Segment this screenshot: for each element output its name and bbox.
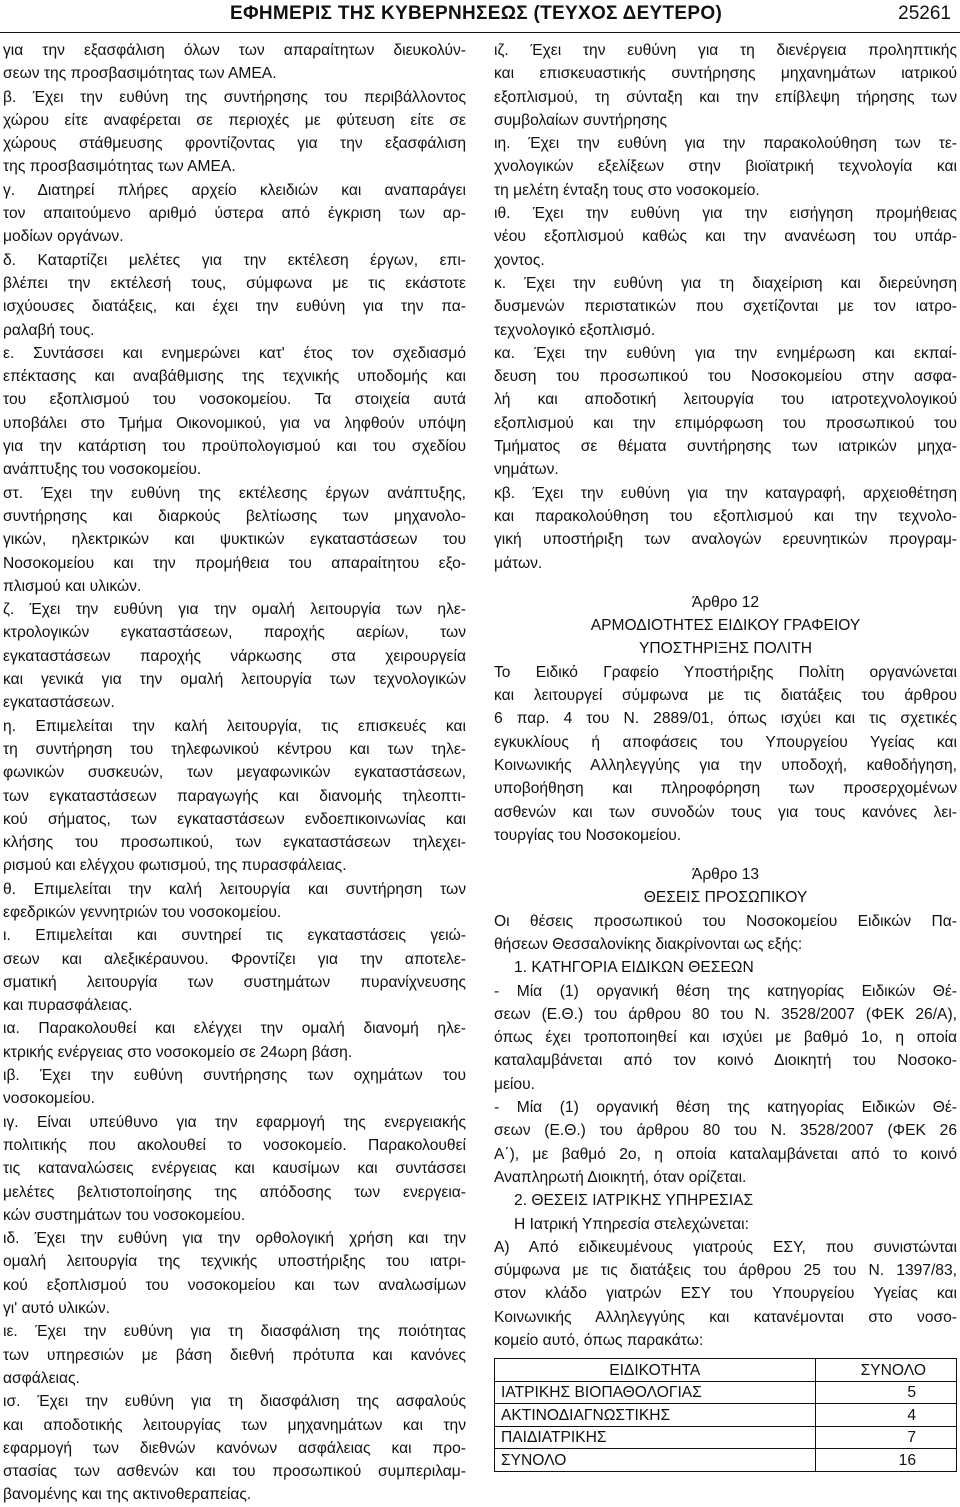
text-line: ισχύουσες διατάξεις, και έχει την ευθύνη για την πα- <box>3 298 466 316</box>
count-cell: 5 <box>815 1381 957 1404</box>
text-line: - Μία (1) οργανική θέση της κατηγορίας Ειδικών Θέ- <box>494 1099 957 1117</box>
text-line: της προσβασιμότητας των ΑΜΕΑ. <box>3 158 236 176</box>
text-line: τεχνολογικό εξοπλισμό. <box>494 321 656 339</box>
text-line: σεων (Ε.Θ.) του άρθρου 80 του Ν. 3528/2007 (ΦΕΚ 26 <box>494 1122 957 1140</box>
page-number: 25261 <box>898 3 951 24</box>
text-line: γικών, ηλεκτρικών και ψυκτικών εγκαταστάσεων του <box>3 531 466 549</box>
text-line: όπως έχει τροποποιηθεί και ισχύει με βαθμό 1ο, η οποία <box>494 1029 957 1047</box>
text-line: ανάπτυξης του νοσοκομείου. <box>3 461 202 479</box>
text-line: Κοινωνικής Αλληλεγγύης για την υποδοχή, καθοδήγηση, <box>494 756 957 774</box>
text-line: τις καταναλώσεις ενέργειας και καυσίμων και συντάσσει <box>3 1160 466 1178</box>
text-line: μοδίων οργάνων. <box>3 228 124 246</box>
text-line: β. Έχει την ευθύνη της συντήρησης του περιβάλλοντος <box>3 88 466 106</box>
text-line: σεων και αλεξικέραυνου. Φροντίζει για την αποτελε- <box>3 950 466 968</box>
text-line: ι. Επιμελείται και συντηρεί τις εγκαταστάσεις γειώ- <box>3 927 466 945</box>
text-line: συντήρησης και διαρκούς βελτίωσης των μηχανολο- <box>3 507 466 525</box>
text-line: για την εξασφάλιση όλων των απαραίτητων διευκολύν- <box>3 42 466 59</box>
text-line: νημάτων. <box>494 461 559 479</box>
text-line: μελέτες βελτιστοποίησης της απόδοσης των ενεργεια- <box>3 1183 466 1201</box>
text-line: υποβάλει στο Τμήμα Οικονομικού, για να ληφθούν υπόψη <box>3 414 466 432</box>
text-line: ιθ. Έχει την ευθύνη για την εισήγηση προμήθειας <box>494 205 957 223</box>
text-line: ομαλή λειτουργία της τεχνικής υποστήριξης του ιατρι- <box>3 1253 466 1271</box>
header-specialty: ΕΙΔΙΚΟΤΗΤΑ <box>495 1359 816 1382</box>
specialty-cell: ΣΥΝΟΛΟ <box>495 1449 816 1472</box>
text-line: ραλαβή τους. <box>3 321 95 339</box>
text-line: εφαρμογή των διεθνών κανόνων ασφάλειας και προ- <box>3 1439 466 1457</box>
text-line: πολιτικής που ακολουθεί το νοσοκομείο. Παρακολουθεί <box>3 1136 466 1154</box>
text-line: στασίας των ασθενών και του προσωπικού συμπεριλαμ- <box>3 1463 466 1481</box>
text-line: θ. Επιμελείται την καλή λειτουργία και συντήρηση των <box>3 880 466 898</box>
text-line: ιη. Έχει την ευθύνη για την παρακολούθηση των τε- <box>494 135 957 153</box>
text-line: γική υποστήριξη των αναλογών ερευνητικών προγραμ- <box>494 531 957 549</box>
text-line: ρισμού και ελέγχου φωτισμού, της πυρασφάλειας. <box>3 857 347 875</box>
article-heading-line: ΑΡΜΟΔΙΟΤΗΤΕΣ ΕΙΔΙΚΟΥ ΓΡΑΦΕΙΟΥ <box>590 617 861 635</box>
text-line: κτρικής ενέργειας στο νοσοκομείο σε 24ωρη βάση. <box>3 1043 353 1061</box>
text-line: φωνικών συσκευών, των μεγαφωνικών εγκαταστάσεων, <box>3 764 466 782</box>
specialty-cell: ΑΚΤΙΝΟΔΙΑΓΝΩΣΤΙΚΗΣ <box>495 1404 816 1427</box>
text-line: χώρου είτε αναφέρεται σε περιοχές με φύτευση είτε σε <box>3 111 466 129</box>
article-heading-line: Άρθρο 13 <box>691 866 760 884</box>
text-line: εγκυκλίους ή αποφάσεις του Υπουργείου Υγείας και <box>494 733 957 751</box>
text-line: στ. Έχει την ευθύνη της εκτέλεσης έργων ανάπτυξης, <box>3 484 466 502</box>
page-header <box>0 0 960 33</box>
text-line: δ. Καταρτίζει μελέτες για την εκτέλεση έργων, επι- <box>3 251 466 269</box>
text-line: γι' αυτό υλικών. <box>3 1300 110 1318</box>
specialty-cell: ΠΑΙΔΙΑΤΡΙΚΗΣ <box>495 1426 816 1449</box>
text-line: ε. Συντάσσει και ενημερώνει κατ' έτος τον σχεδιασμό <box>3 344 466 362</box>
left-text-column <box>3 39 466 1507</box>
header-total: ΣΥΝΟΛΟ <box>815 1359 957 1382</box>
specialty-cell: ΙΑΤΡΙΚΗΣ ΒΙΟΠΑΘΟΛΟΓΙΑΣ <box>495 1381 816 1404</box>
text-line: Οι θέσεις προσωπικού του Νοσοκομείου Ειδικών Πα- <box>494 912 957 930</box>
text-line: λή και αποδοτική λειτουργία του ιατροτεχνολογικού <box>494 391 957 409</box>
article-heading-line: ΘΕΣΕΙΣ ΠΡΟΣΩΠΙΚΟΥ <box>643 889 808 907</box>
text-line: βλέπει την εκτέλεσή τους, σύμφωνα με τις εκάστοτε <box>3 274 466 292</box>
text-line: ιβ. Έχει την ευθύνη συντήρησης των οχημάτων του <box>3 1067 466 1085</box>
text-line: σεων της προσβασιμότητας των ΑΜΕΑ. <box>3 65 277 83</box>
article-heading-line: ΥΠΟΣΤΗΡΙΞΗΣ ΠΟΛΙΤΗ <box>639 640 812 658</box>
table-row <box>495 1426 957 1449</box>
text-line: ασθενών και των συνοδών τους για τους κανόνες λει- <box>494 803 957 821</box>
text-line: γ. Διατηρεί πλήρες αρχείο κλειδιών και αναπαράγει <box>3 181 466 199</box>
text-line: Νοσοκομείου και την προμήθεια του απαραίτητου εξο- <box>3 554 466 572</box>
text-line: 6 παρ. 4 του Ν. 2889/01, όπως ισχύει και τις σχετικές <box>494 710 957 728</box>
text-line: κτρολογικών εγκαταστάσεων, παροχής αερίων, των <box>3 624 466 642</box>
text-line: ια. Παρακολουθεί και ελέγχει την ομαλή διανομή ηλε- <box>3 1020 466 1038</box>
text-line: βανομένης και της ακτινοθεραπείας. <box>3 1486 252 1504</box>
text-line: επέκτασης και αναβάθμισης της τεχνικής υποδομής και <box>3 368 466 386</box>
text-line: ισ. Έχει την ευθύνη για τη διασφάλιση της ασφαλούς <box>3 1393 466 1411</box>
text-line: ιζ. Έχει την ευθύνη για τη διενέργεια προληπτικής <box>494 42 957 59</box>
text-line: δυσμενών περιστατικών που σχετίζονται με τον ιατρο- <box>494 298 957 316</box>
text-line: για την κατάρτιση του προϋπολογισμού και του σχεδίου <box>3 438 466 456</box>
count-cell: 4 <box>815 1404 957 1427</box>
text-line: ασφάλειας. <box>3 1369 80 1387</box>
article-heading-line: Άρθρο 12 <box>691 593 760 611</box>
table-row <box>495 1381 957 1404</box>
staff-positions-table <box>494 1358 957 1472</box>
text-line: εξοπλισμού και την επιμόρφωση του προσωπικού του <box>494 414 957 432</box>
text-line: υποβοήθηση και πληροφόρηση των προσερχομένων <box>494 780 957 798</box>
text-line: συμβολαίων συντήρησης <box>494 111 667 129</box>
text-line: κ. Έχει την ευθύνη για τη διαχείριση και διερεύνηση <box>494 274 957 292</box>
text-line: στον κλάδο γιατρών ΕΣΥ του Υπουργείου Υγείας και <box>494 1285 957 1303</box>
text-line: νέου εξοπλισμού καθώς και την ανανέωση του υπάρ- <box>494 228 957 246</box>
text-line: Τμήματος σε θέματα συντήρησης των ιατρικών μηχα- <box>494 438 957 456</box>
text-line: νοσοκομείου. <box>3 1090 95 1108</box>
text-line: μείου. <box>494 1075 535 1093</box>
text-line: Α΄), με βαθμό 2ο, η οποία καταλαμβάνεται από το κοινό <box>494 1145 957 1163</box>
text-line: ζ. Έχει την ευθύνη για την ομαλή λειτουργία των ηλε- <box>3 601 466 619</box>
text-line: χοντος. <box>494 251 545 269</box>
right-text-column <box>494 39 957 1472</box>
text-line: ιε. Έχει την ευθύνη για τη διασφάλιση της ποιότητας <box>3 1323 466 1341</box>
text-line: κλήσης του προσωπικού, των εγκαταστάσεων τηλεχει- <box>3 834 466 852</box>
text-line: κομείο αυτό, όπως παρακάτω: <box>494 1332 704 1350</box>
text-line: καταλαμβάνεται από τον κοινό Διοικητή του Νοσοκο- <box>494 1052 957 1070</box>
text-line: 2. ΘΕΣΕΙΣ ΙΑΤΡΙΚΗΣ ΥΠΗΡΕΣΙΑΣ <box>514 1192 754 1210</box>
text-line: κα. Έχει την ευθύνη για την ενημέρωση και εκπαί- <box>494 344 957 362</box>
text-line: κβ. Έχει την ευθύνη για την καταγραφή, αρχειοθέτηση <box>494 484 957 502</box>
text-line: ιγ. Είναι υπεύθυνο για την εφαρμογή της ενεργειακής <box>3 1113 466 1131</box>
table-row <box>495 1449 957 1472</box>
text-line: κού εξοπλισμού του νοσοκομείου και των αναλωσίμων <box>3 1276 466 1294</box>
text-line: 1. ΚΑΤΗΓΟΡΙΑ ΕΙΔΙΚΩΝ ΘΕΣΕΩΝ <box>514 959 754 977</box>
text-line: πλισμού και υλικών. <box>3 577 142 595</box>
text-line: εγκαταστάσεων. <box>3 694 115 712</box>
text-line: τη μελέτη ένταξη τους στο νοσοκομείο. <box>494 181 760 199</box>
text-line: εξοπλισμού, τη σύνταξη και την επίβλεψη τήρησης των <box>494 88 957 106</box>
text-line: και πυρασφάλειας. <box>3 997 133 1015</box>
count-cell: 7 <box>815 1426 957 1449</box>
text-line: Το Ειδικό Γραφείο Υποστήριξης Πολίτη οργανώνεται <box>494 663 957 681</box>
text-line: Κοινωνικής Αλληλεγγύης και κατανέμονται στο νοσο- <box>494 1308 957 1326</box>
gazette-title: ΕΦΗΜΕΡΙΣ ΤΗΣ ΚΥΒΕΡΝΗΣΕΩΣ (ΤΕΥΧΟΣ ΔΕΥΤΕΡΟ) <box>230 3 723 24</box>
text-line: ιδ. Έχει την ευθύνη για την ορθολογική χρήση και την <box>3 1230 466 1248</box>
text-line: των εγκαταστάσεων παραγωγής και διανομής τηλεοπτι- <box>3 787 466 805</box>
paragraph-spacer <box>494 575 957 591</box>
text-line: τον απαιτούμενο αριθμό ύστερα από έγκριση των αρ- <box>3 205 466 223</box>
text-line: του εξοπλισμού του νοσοκομείου. Τα στοιχεία αυτά <box>3 391 466 409</box>
paragraph-spacer <box>494 847 957 863</box>
text-line: Α) Από ειδικευμένους γιατρούς ΕΣΥ, που συνιστώνται <box>494 1238 957 1256</box>
text-line: κών συστημάτων του νοσοκομείου. <box>3 1206 246 1224</box>
text-line: Αναπληρωτή Διοικητή, όταν ορίζεται. <box>494 1168 747 1186</box>
text-line: χνολογικών εξελίξεων στην βιοϊατρική τεχνολογία και <box>494 158 957 176</box>
text-line: σεων (Ε.Θ.) του άρθρου 80 του Ν. 3528/2007 (ΦΕΚ 26/Α), <box>494 1005 957 1023</box>
text-line: κού σήματος, των εγκαταστάσεων ενδοεπικοινωνίας και <box>3 810 466 828</box>
text-line: - Μία (1) οργανική θέση της κατηγορίας Ειδικών Θέ- <box>494 982 957 1000</box>
text-line: μάτων. <box>494 554 543 572</box>
text-line: τουργίας του Νοσοκομείου. <box>494 826 682 844</box>
text-line: και αποδοτικής λειτουργίας των μηχανημάτων και την <box>3 1416 466 1434</box>
text-line: θήσεων Θεσσαλονίκης διακρίνονται ως εξής: <box>494 935 803 953</box>
text-line: η. Επιμελείται την καλή λειτουργία, τις επισκευές και <box>3 717 466 735</box>
text-line: δευση του προσωπικού του Νοσοκομείου στην ασφα- <box>494 368 957 386</box>
text-line: και επισκευαστικής συντήρησης μηχανημάτων ιατρικού <box>494 65 957 83</box>
table-header-row <box>495 1359 957 1382</box>
text-line: τη συντήρηση του τηλεφωνικού κέντρου και των τηλε- <box>3 740 466 758</box>
text-line: των υπηρεσιών με βάση διεθνή πρότυπα και κανόνες <box>3 1346 466 1364</box>
text-line: σματική λειτουργία των συστημάτων πυρανίχνευσης <box>3 973 466 991</box>
text-line: και παρακολούθηση του εξοπλισμού και την τεχνολο- <box>494 507 957 525</box>
text-line: χώρους στάθμευσης φροντίζοντας για την εξασφάλιση <box>3 135 466 153</box>
table-row <box>495 1404 957 1427</box>
text-line: εγκαταστάσεων παροχής νάρκωσης στα χειρουργεία <box>3 647 466 665</box>
text-line: και λειτουργεί σύμφωνα με τις διατάξεις του άρθρου <box>494 687 957 705</box>
text-line: Η Ιατρική Υπηρεσία στελεχώνεται: <box>514 1215 749 1233</box>
text-line: εφεδρικών γεννητριών του νοσοκομείου. <box>3 903 282 921</box>
count-cell: 16 <box>815 1449 957 1472</box>
text-line: και γενικά για την ομαλή λειτουργία των τεχνολογικών <box>3 671 466 689</box>
text-line: σύμφωνα με τις διατάξεις του άρθρου 25 του Ν. 1397/83, <box>494 1262 957 1280</box>
